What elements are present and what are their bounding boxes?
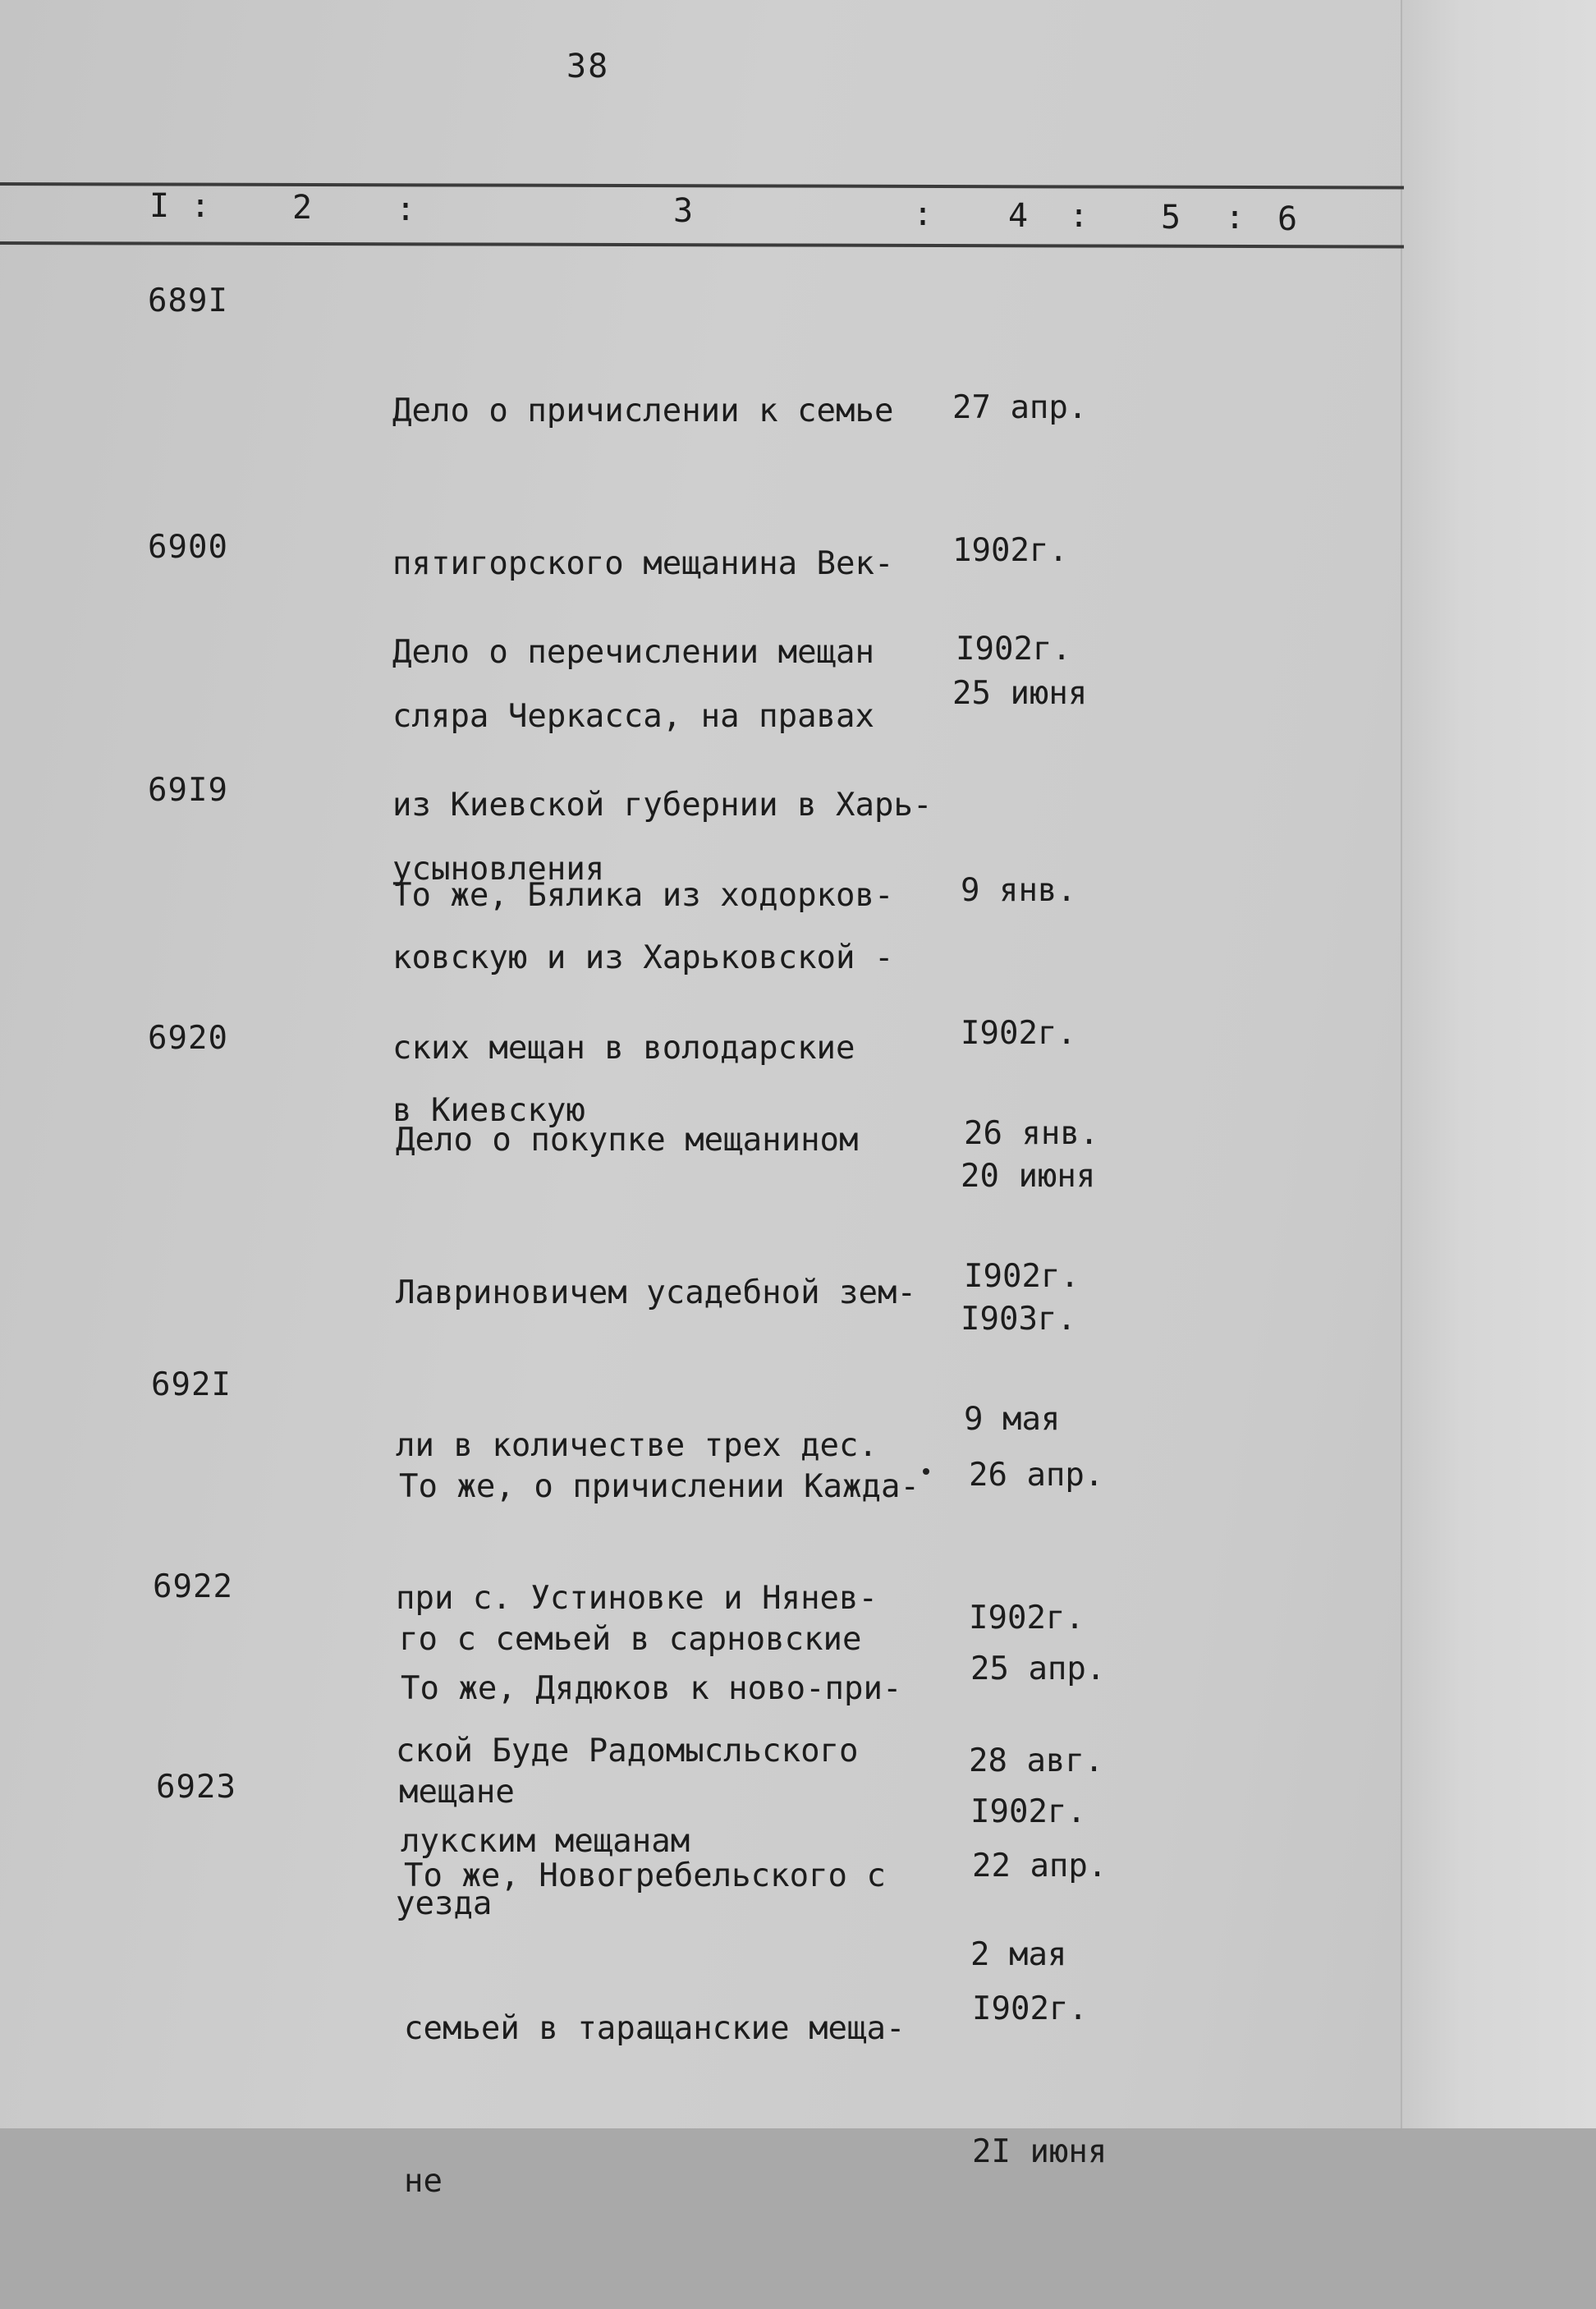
date-line: 20 июня	[961, 1158, 1096, 1195]
date-line: 27 апр.	[952, 389, 1088, 426]
date-line: 25 апр.	[970, 1650, 1106, 1687]
date-line: 22 апр.	[972, 1848, 1108, 1884]
header-rule-top	[0, 182, 1404, 189]
date-line: 26 апр.	[969, 1457, 1104, 1494]
entry-number: 689I	[148, 282, 228, 319]
description-line: Дело о покупке мещанином	[396, 1122, 859, 1159]
column-separator: :	[396, 191, 416, 228]
description-line: ли в количестве трех дес.	[396, 1427, 878, 1464]
column-header-4: 4	[1008, 197, 1029, 235]
entry-number: 6920	[148, 1020, 228, 1057]
description-line: мещане	[399, 1774, 515, 1811]
column-separator: :	[1225, 199, 1245, 236]
date-line: I902г.	[964, 1258, 1080, 1295]
date-line: 2I июня	[972, 2133, 1108, 2170]
date-line: 28 авг.	[969, 1742, 1104, 1779]
entry-number: 69I9	[148, 772, 228, 809]
description-line: лукским мещанам	[401, 1823, 690, 1860]
date-line: I902г.	[969, 1600, 1085, 1636]
description-line: семьей в таращанские меща-	[404, 2010, 906, 2047]
date-line: 9 янв.	[961, 872, 1076, 909]
description-line: в Киевскую	[392, 1092, 585, 1129]
description-line: ских мещан в володарские	[392, 1030, 855, 1067]
date-line: 2 мая	[970, 1936, 1067, 1973]
description-line: усыновления	[392, 851, 605, 888]
description-line: Лавриновичем усадебной зем-	[396, 1274, 916, 1311]
column-header-2: 2	[292, 189, 313, 227]
description-line: То же, Новогребельского с	[404, 1857, 886, 1894]
entry-number: 692I	[151, 1366, 232, 1403]
column-separator: :	[1069, 197, 1089, 235]
entry-number: 6923	[156, 1769, 236, 1806]
date-line: I902г.	[961, 1015, 1076, 1052]
stray-ink-dot	[923, 1468, 929, 1475]
description-line: Дело о причислении к семье	[392, 392, 894, 429]
date-line: I903г.	[961, 1301, 1076, 1338]
entry-number: 6900	[148, 529, 228, 566]
description-line: го с семьей в сарновские	[399, 1621, 862, 1658]
date-line: 1902г.	[952, 532, 1068, 569]
entry-description	[404, 1749, 905, 2309]
column-separator: :	[190, 187, 211, 225]
page-edge-shadow	[1401, 0, 1596, 2128]
description-line: сляра Черкасса, на правах	[392, 698, 874, 735]
entry-dates	[972, 1747, 1107, 2271]
column-header-1: I	[149, 187, 170, 225]
column-header-5: 5	[1161, 199, 1181, 236]
column-header-6: 6	[1277, 200, 1298, 238]
entry-dates	[956, 530, 1071, 769]
column-header-3: 3	[673, 192, 694, 230]
column-separator: :	[913, 195, 933, 233]
description-line: пятигорского мещанина Век-	[392, 545, 894, 582]
description-line: ской Буде Радомысльского	[396, 1733, 859, 1770]
description-line: То же, о причислении Каждa-	[399, 1468, 920, 1505]
page-number: 38	[566, 48, 610, 85]
description-line: ковскую и из Харьковской -	[392, 939, 894, 976]
description-line: не	[404, 2163, 443, 2200]
date-line: I902г.	[970, 1793, 1086, 1830]
entry-number: 6922	[153, 1568, 233, 1605]
description-line: при с. Устиновке и Нянев-	[396, 1580, 878, 1617]
date-line: I902г.	[972, 1990, 1088, 2027]
date-line: 9 мая	[964, 1401, 1061, 1438]
description-line: То же, Бялика из ходорков-	[392, 877, 894, 914]
date-line: 25 июня	[952, 675, 1088, 712]
description-line: Дело о перечислении мещан	[392, 634, 874, 671]
description-line: из Киевской губернии в Харь-	[392, 787, 933, 824]
date-line: 26 янв.	[964, 1115, 1099, 1152]
date-line: I902г.	[956, 631, 1071, 668]
header-rule-bottom	[0, 241, 1404, 248]
description-line: То же, Дядюков к ново-при-	[401, 1670, 902, 1707]
description-line: уезда	[396, 1885, 493, 1922]
